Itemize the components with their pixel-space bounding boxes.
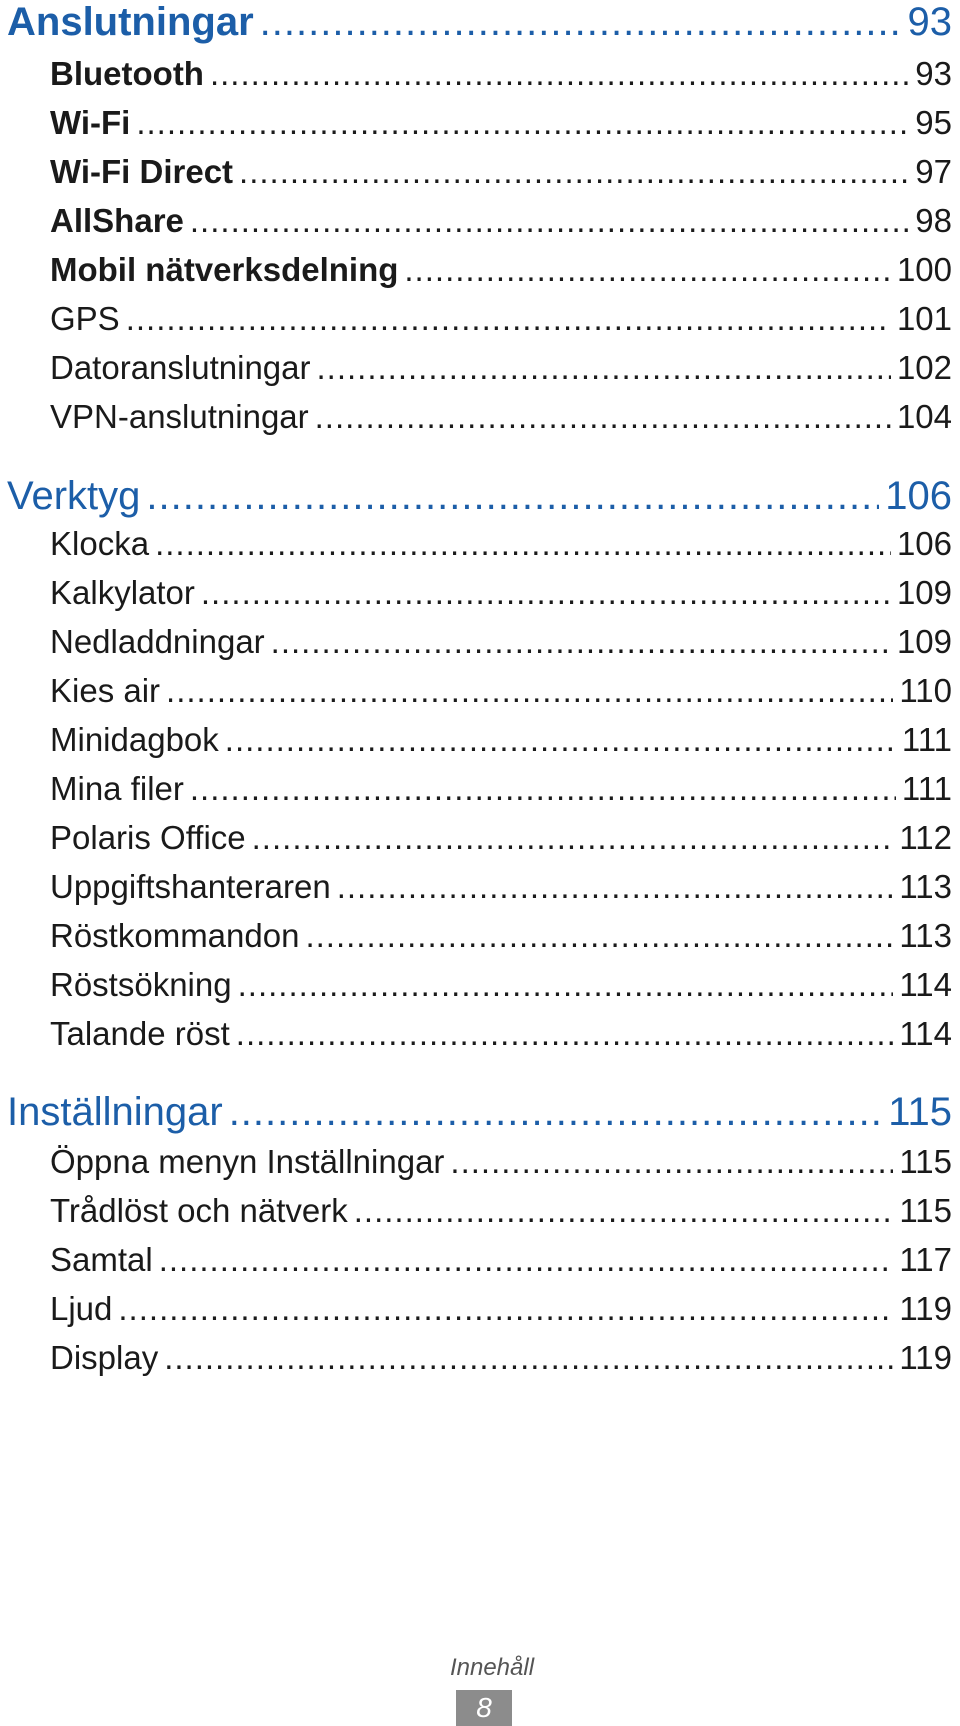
toc-page-number: 98 [915,202,952,239]
dot-leader [239,153,909,191]
toc-entry[interactable] [50,868,952,916]
dot-leader [305,917,893,955]
toc-entry-label: AllShare [50,202,184,239]
toc-page-number: 113 [899,868,952,905]
toc-page-number: 101 [896,300,952,337]
toc-entry[interactable] [50,349,952,397]
toc-entry[interactable] [50,1290,952,1338]
toc-page-number: 115 [899,1192,952,1229]
toc-entry-label: Trådlöst och nätverk [50,1192,348,1229]
dot-leader [210,55,909,93]
toc-entry[interactable] [50,1339,952,1387]
toc-entry[interactable] [50,770,952,818]
dot-leader [229,1090,883,1135]
toc-entry-label: GPS [50,300,120,337]
toc-entry-label: Polaris Office [50,819,246,856]
dot-leader [190,770,896,808]
dot-leader [146,474,879,519]
footer-section-label: Innehåll [449,1654,535,1681]
dot-leader [354,1192,894,1230]
toc-entry[interactable] [50,966,952,1014]
dot-leader [166,672,893,710]
toc-section[interactable] [7,0,952,56]
toc-entry[interactable] [50,721,952,769]
toc-entry[interactable] [50,251,952,299]
dot-leader [126,300,891,338]
toc-section[interactable] [7,1090,952,1146]
toc-entry[interactable] [50,1241,952,1289]
toc-entry-label: Inställningar [7,1090,223,1134]
toc-entry-label: Talande röst [50,1015,230,1052]
toc-entry-label: Display [50,1339,159,1376]
toc-entry-label: Öppna menyn Inställningar [50,1143,445,1180]
toc-entry[interactable] [50,574,952,622]
dot-leader [450,1143,893,1181]
dot-leader [159,1241,894,1279]
dot-leader [118,1290,893,1328]
toc-page-number: 102 [896,349,952,386]
toc-page-number: 109 [896,623,952,660]
toc-page-number: 95 [915,104,952,141]
toc-entry[interactable] [50,104,952,152]
toc-entry-label: Kalkylator [50,574,195,611]
toc-page-number: 111 [901,721,952,758]
toc-page-number: 119 [899,1290,952,1327]
toc-entry-label: Mobil nätverksdelning [50,251,399,288]
dot-leader [201,574,891,612]
toc-entry[interactable] [50,917,952,965]
toc-entry-label: Klocka [50,525,150,562]
toc-entry-label: Ljud [50,1290,113,1327]
toc-entry[interactable] [50,672,952,720]
dot-leader [337,868,894,906]
toc-entry-label: Wi-Fi Direct [50,153,234,190]
dot-leader [236,1015,894,1053]
toc-page-number: 114 [899,1015,952,1052]
toc-entry[interactable] [50,1015,952,1063]
dot-leader [317,349,891,387]
toc-entry[interactable] [50,623,952,671]
toc-page-number: 93 [915,55,952,92]
toc-entry[interactable] [50,153,952,201]
footer-page-number: 8 [456,1690,512,1726]
toc-page-number: 109 [896,574,952,611]
toc-entry[interactable] [50,1192,952,1240]
toc-page-number: 114 [899,966,952,1003]
dot-leader [225,721,896,759]
toc-entry[interactable] [50,398,952,446]
toc-page-number: 117 [899,1241,952,1278]
dot-leader [315,398,891,436]
toc-entry-label: Samtal [50,1241,153,1278]
toc-page-number: 106 [885,474,952,518]
toc-page-number: 119 [899,1339,952,1376]
toc-page-number: 112 [899,819,952,856]
toc-page-number: 113 [899,917,952,954]
toc-page-number: 115 [899,1143,952,1180]
toc-entry-label: VPN-anslutningar [50,398,309,435]
toc-page-number: 100 [896,251,952,288]
dot-leader [155,525,891,563]
dot-leader [252,819,894,857]
dot-leader [260,0,902,45]
toc-entry-label: Nedladdningar [50,623,265,660]
toc-page-number: 110 [899,672,952,709]
toc-entry-label: Verktyg [7,474,141,518]
toc-entry-label: Wi-Fi [50,104,131,141]
toc-entry-label: Bluetooth [50,55,204,92]
dot-leader [164,1339,893,1377]
toc-entry-label: Röstsökning [50,966,232,1003]
toc-page-number: 97 [915,153,952,190]
dot-leader [271,623,891,661]
toc-entry[interactable] [50,819,952,867]
toc-entry-label: Minidagbok [50,721,219,758]
toc-entry-label: Mina filer [50,770,184,807]
toc-entry-label: Datoranslutningar [50,349,311,386]
toc-entry[interactable] [50,55,952,103]
toc-page-number: 111 [901,770,952,807]
toc-page-number: 104 [896,398,952,435]
toc-entry[interactable] [50,525,952,573]
toc-entry-label: Uppgiftshanteraren [50,868,331,905]
toc-entry[interactable] [50,202,952,250]
toc-page-number: 115 [888,1090,952,1134]
dot-leader [190,202,909,240]
toc-entry[interactable] [50,1143,952,1191]
toc-page-number: 93 [907,0,952,44]
toc-entry[interactable] [50,300,952,348]
dot-leader [238,966,894,1004]
toc-entry-label: Anslutningar [7,0,254,44]
toc-entry-label: Kies air [50,672,161,709]
dot-leader [404,251,891,289]
toc-page-number: 106 [896,525,952,562]
toc-entry-label: Röstkommandon [50,917,300,954]
toc-section[interactable] [7,474,952,530]
dot-leader [136,104,909,142]
